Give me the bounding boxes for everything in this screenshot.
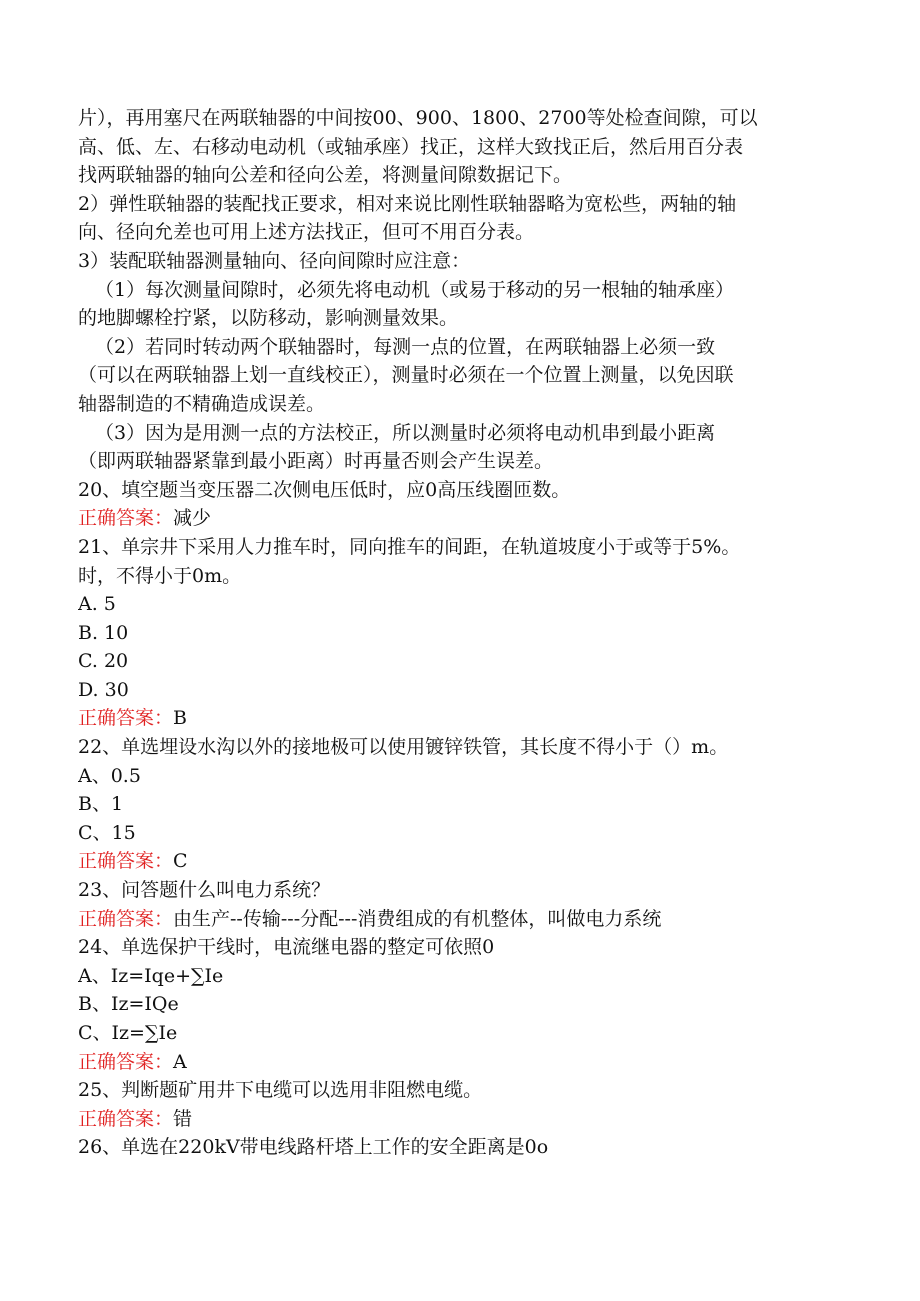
option-line: B. 10 <box>78 621 129 644</box>
answer-text: 由生产--传输---分配---消费组成的有机整体，叫做电力系统 <box>173 907 662 930</box>
option-line: C. 20 <box>78 650 129 673</box>
text-line: 轴器制造的不精确造成误差。 <box>78 392 326 415</box>
answer-label: 正确答案： <box>78 907 174 930</box>
text-line: 3）装配联轴器测量轴向、径向间隙时应注意： <box>78 249 471 272</box>
question-21: 21、单宗井下采用人力推车时，同向推车的间距，在轨道坡度小于或等于5%。 <box>78 535 741 558</box>
option-line: C、Iz=∑Ie <box>78 1022 178 1044</box>
answer-text: C <box>173 850 188 873</box>
question-22: 22、单选埋设水沟以外的接地极可以使用镀锌铁管，其长度不得小于（）m。 <box>78 736 729 759</box>
answer-line <box>78 905 848 934</box>
text-line: （即两联轴器紧靠到最小距离）时再量否则会产生误差。 <box>78 450 554 473</box>
text-line: 2）弹性联轴器的装配找正要求，相对来说比刚性联轴器略为宽松些，两轴的轴 <box>78 192 737 215</box>
question-23: 23、问答题什么叫电力系统？ <box>78 879 331 902</box>
text-line: 高、低、左、右移动电动机（或轴承座）找正，这样大致找正后，然后用百分表 <box>78 135 744 158</box>
question-26: 26、单选在220kV带电线路杆塔上工作的安全距离是0o <box>78 1136 549 1159</box>
document-body <box>78 104 848 1162</box>
answer-text: A <box>173 1050 187 1073</box>
answer-label: 正确答案： <box>78 707 174 730</box>
option-line: C、15 <box>78 821 136 844</box>
answer-text: B <box>173 707 187 730</box>
text-line: （可以在两联轴器上划一直线校正），测量时必须在一个位置上测量，以免因联 <box>78 364 734 387</box>
answer-text: 错 <box>173 1107 193 1130</box>
answer-line <box>78 1048 848 1077</box>
text-line: （3）因为是用测一点的方法校正，所以测量时必须将电动机串到最小距离 <box>95 421 716 444</box>
question-20: 20、填空题当变压器二次侧电压低时，应0高压线圈匝数。 <box>78 478 571 501</box>
answer-text: 减少 <box>173 507 212 530</box>
option-line: A、0.5 <box>78 764 141 787</box>
option-line: A、Iz=Iqe+∑Ie <box>78 964 224 987</box>
question-25: 25、判断题矿用井下电缆可以选用非阻燃电缆。 <box>78 1079 483 1102</box>
answer-line <box>78 847 848 876</box>
option-line: D. 30 <box>78 678 129 701</box>
answer-label: 正确答案： <box>78 507 174 530</box>
text-line: 向、径向允差也可用上述方法找正，但可不用百分表。 <box>78 221 535 244</box>
option-line: A. 5 <box>78 593 116 616</box>
option-line: B、1 <box>78 793 124 816</box>
answer-label: 正确答案： <box>78 1107 174 1130</box>
answer-label: 正确答案： <box>78 850 174 873</box>
text-line: （2）若同时转动两个联轴器时，每测一点的位置，在两联轴器上必须一致 <box>95 335 716 358</box>
answer-line <box>78 704 848 733</box>
option-line: B、Iz=IQe <box>78 993 179 1016</box>
text-line: 片），再用塞尺在两联轴器的中间按00、900、1800、2700等处检查间隙，可以 <box>78 107 758 129</box>
answer-line <box>78 1105 848 1134</box>
text-line: 时，不得小于0m。 <box>78 564 242 587</box>
text-line: 找两联轴器的轴向公差和径向公差，将测量间隙数据记下。 <box>78 164 573 187</box>
text-line: （1）每次测量间隙时，必须先将电动机（或易于移动的另一根轴的轴承座） <box>95 278 735 301</box>
answer-line <box>78 504 848 533</box>
text-line: 的地脚螺栓拧紧，以防移动，影响测量效果。 <box>78 307 459 330</box>
question-24: 24、单选保护干线时，电流继电器的整定可依照0 <box>78 936 495 959</box>
answer-label: 正确答案： <box>78 1050 174 1073</box>
